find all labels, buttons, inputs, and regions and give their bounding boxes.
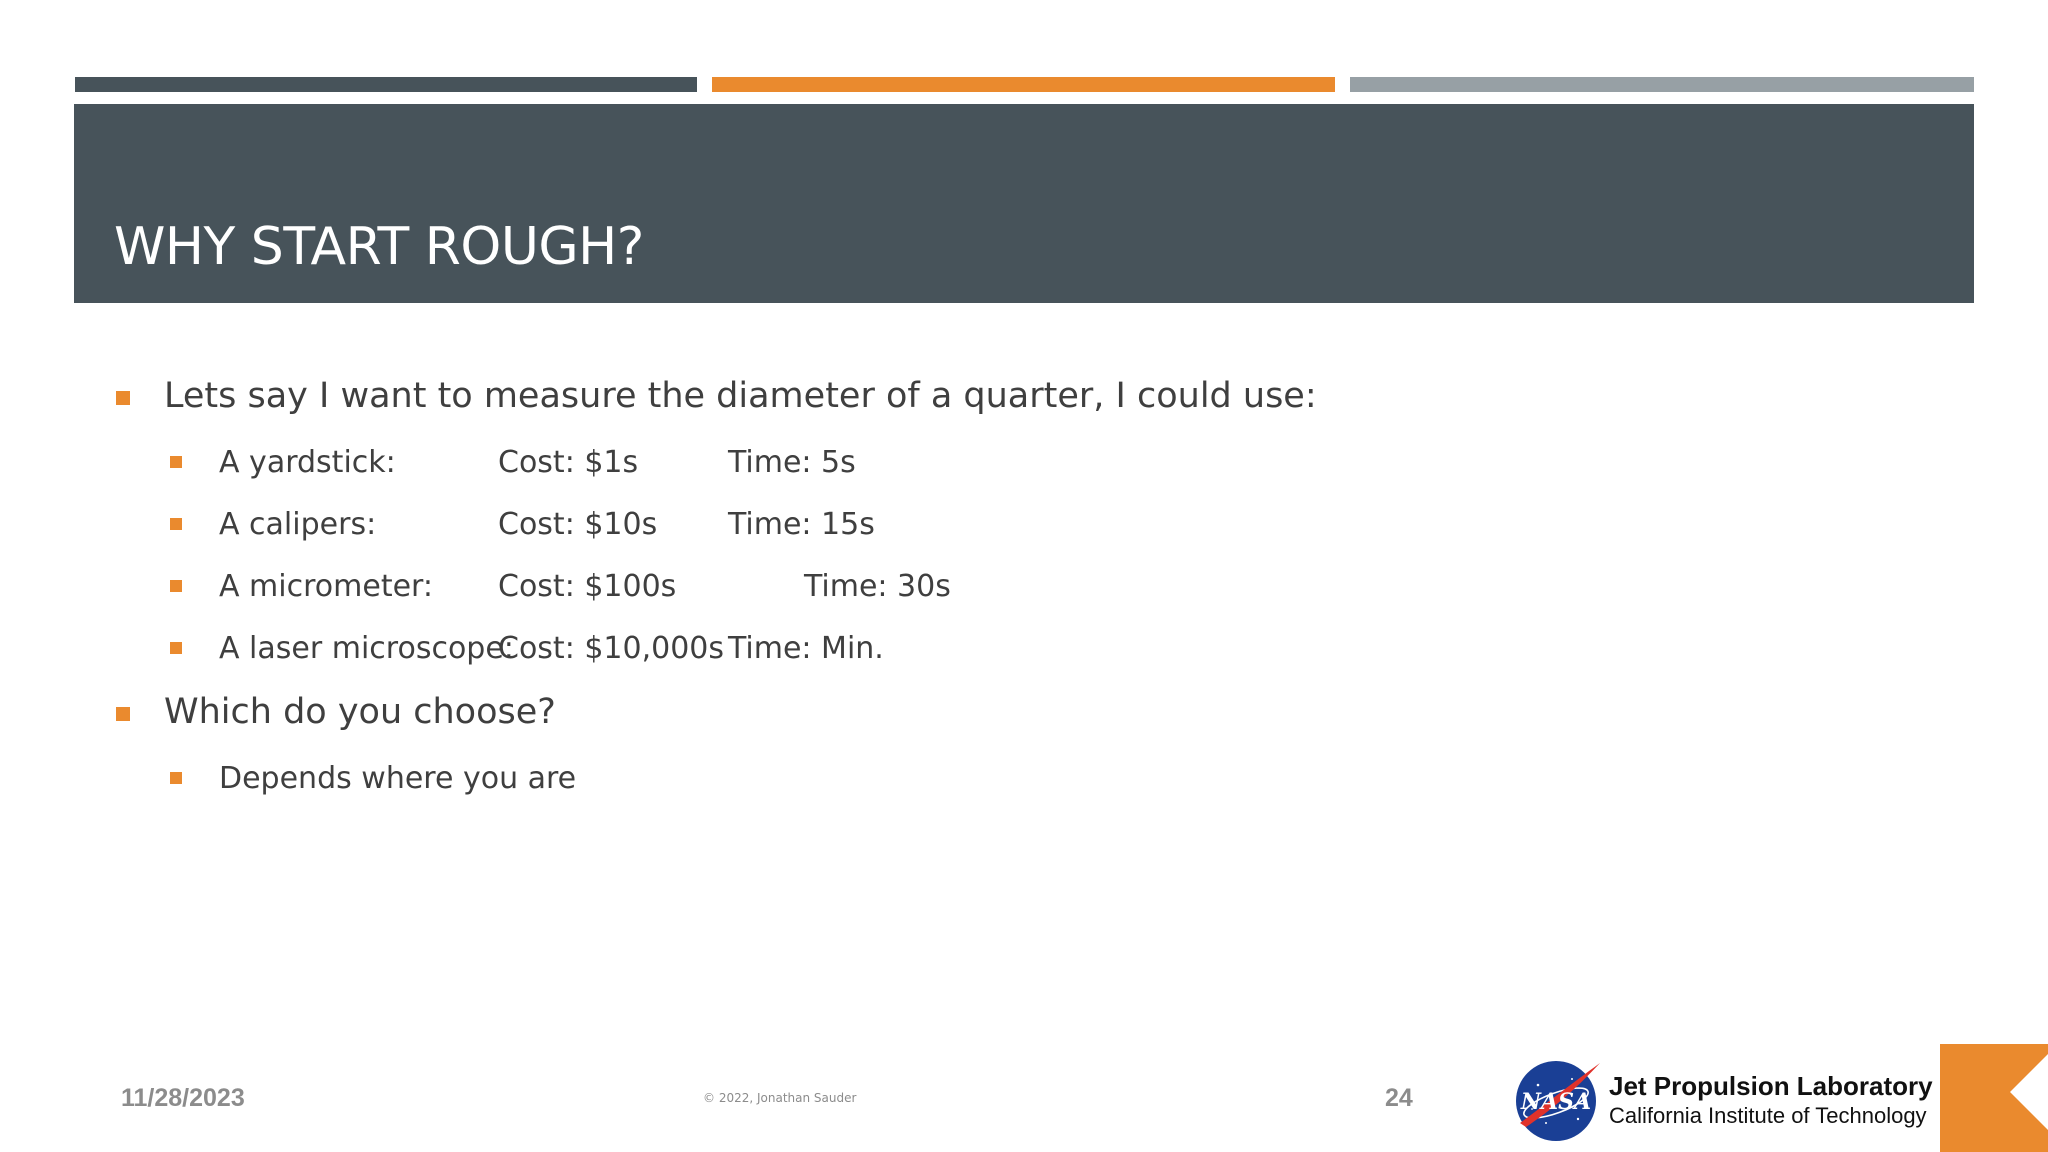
tool-name-calipers: A calipers: (219, 507, 377, 542)
top-accent-bar-gray (1350, 77, 1974, 92)
jpl-name: Jet Propulsion Laboratory (1609, 1071, 1933, 1101)
footer-date: 11/28/2023 (121, 1084, 245, 1112)
nasa-meatball-logo (1512, 1057, 1602, 1141)
nasa-logo-icon (1512, 1057, 1602, 1141)
bullet-marker (170, 580, 182, 592)
top-accent-bar-orange (712, 77, 1335, 92)
bullet-marker (170, 642, 182, 654)
title-band (74, 104, 1974, 303)
tool-cost-laser-microscope: Cost: $10,000s (498, 631, 725, 666)
tool-time-laser-microscope: Time: Min. (728, 631, 884, 666)
tool-cost-yardstick: Cost: $1s (498, 445, 639, 480)
caltech-name: California Institute of Technology (1609, 1103, 1927, 1128)
tool-cost-micrometer: Cost: $100s (498, 569, 677, 604)
bullet-marker (116, 391, 130, 405)
bullet-measure-intro: Lets say I want to measure the diameter of a quarter, I could use: (164, 376, 1317, 416)
tool-name-yardstick: A yardstick: (219, 445, 396, 480)
bullet-marker (170, 518, 182, 530)
bullet-marker (170, 456, 182, 468)
tool-time-micrometer: Time: 30s (804, 569, 951, 604)
tool-time-calipers: Time: 15s (728, 507, 875, 542)
bullet-which-choose: Which do you choose? (164, 692, 556, 732)
answer-text: Depends where you are (219, 761, 577, 796)
tool-name-laser-microscope: A laser microscope: (219, 631, 514, 666)
footer-copyright: © 2022, Jonathan Sauder (703, 1091, 857, 1105)
tool-time-yardstick: Time: 5s (728, 445, 856, 480)
corner-arrow-icon (1940, 1044, 2048, 1152)
tool-cost-calipers: Cost: $10s (498, 507, 658, 542)
slide-number: 24 (1385, 1084, 1413, 1112)
corner-chevron-decoration (1940, 1044, 2048, 1152)
bullet-marker (170, 772, 182, 784)
top-accent-bar-dark (75, 77, 697, 92)
slide-title: WHY START ROUGH? (114, 217, 644, 277)
tool-name-micrometer: A micrometer: (219, 569, 433, 604)
nasa-logo-text: NASA (1520, 1089, 1592, 1115)
bullet-marker (116, 707, 130, 721)
